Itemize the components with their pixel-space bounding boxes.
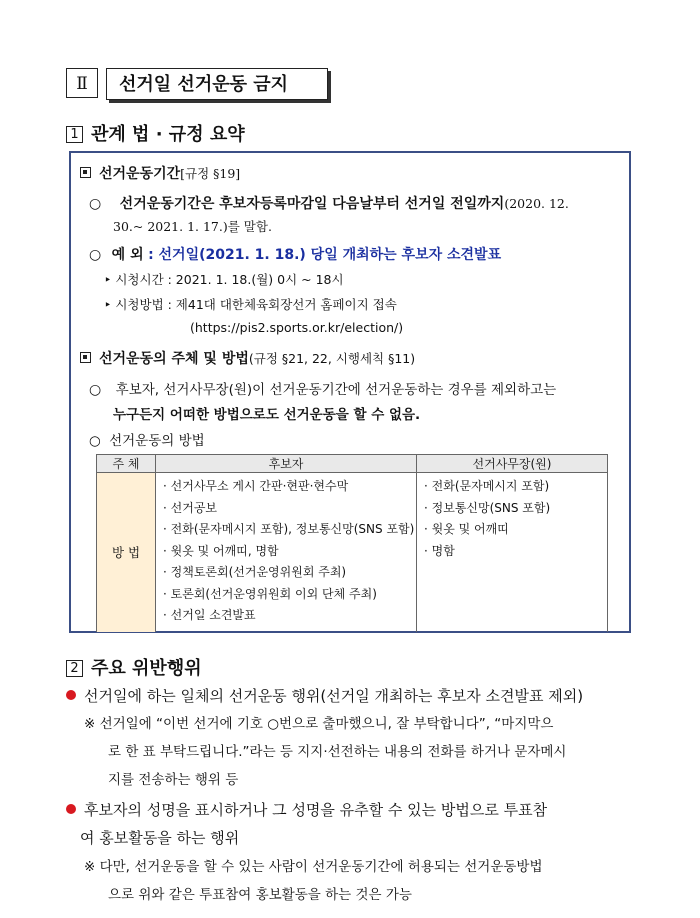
candidate-methods-list [157,474,415,631]
part2-heading [66,654,202,680]
circle-bullet-icon: ○ [89,382,102,398]
list-item: · 윗옷 및 어깨띠 [424,519,606,541]
methods-label: ○ 선거운동의 방법 [89,433,205,449]
circle-bullet-icon: ○ [89,247,102,263]
viewing-method: ‣ 시청방법 : 제41대 대한체육회장선거 홈페이지 접속 [104,297,397,312]
list-item: · 토론회(선거운영위원회 이외 단체 주최) [163,584,415,606]
header-candidate: 후보자 [156,455,417,473]
list-item: · 선거사무소 게시 간판·현판·현수막 [163,476,415,498]
election-url: (https://pis2.sports.or.kr/election/) [190,320,404,335]
list-item: · 선거공보 [163,498,415,520]
list-item: · 전화(문자메시지 포함) [424,476,606,498]
violation-item-2: 후보자의 성명을 표시하거나 그 성명을 유추할 수 있는 방법으로 투표참 여 홍보활동을 하는 행위 [66,796,666,852]
exception-line: ○ 예 외 : 선거일(2021. 1. 18.) 당일 개최하는 후보자 소견발표 [89,247,502,263]
row-label-method: 방 법 [97,473,156,632]
section-title: 선거일 선거운동 금지 [106,68,328,100]
subject-line2: 누구든지 어떠한 방법으로도 선거운동을 할 수 없음. [113,407,421,423]
part1-heading [66,120,245,146]
part2-title: 주요 위반행위 [91,658,202,679]
period-heading: 선거운동기간[규정 §19] [80,163,240,183]
list-item: · 정보통신망(SNS 포함) [424,498,606,520]
circle-bullet-icon: ○ [89,196,102,212]
filled-square-icon [80,352,91,363]
period-line2: 30.~ 2021. 1. 17.)를 말함. [113,219,272,234]
part1-title: 관계 법 · 규정 요약 [91,124,245,145]
list-item: · 정책토론회(선거운영위원회 주최) [163,562,415,584]
list-item: · 명함 [424,541,606,563]
period-ref: [규정 §19] [180,166,241,181]
note-2: ※ 다만, 선거운동을 할 수 있는 사람이 선거운동기간에 허용되는 선거운동방법 으로 위와 같은 투표참여 홍보활동을 하는 것은 가능 [84,859,543,903]
part1-number-box: 1 [66,126,83,143]
list-item: · 선거일 소견발표 [163,605,415,627]
viewing-time: ‣ 시청시간 : 2021. 1. 18.(월) 0시 ~ 18시 [104,272,344,287]
filled-square-icon [80,167,91,178]
table-header-row [97,455,608,473]
period-line1: ○ 선거운동기간은 후보자등록마감일 다음날부터 선거일 전일까지(2020. 12. [89,196,569,212]
table-row [97,473,608,632]
list-item: · 윗옷 및 어깨띠, 명함 [163,541,415,563]
subject-heading: 선거운동의 주체 및 방법(규정 §21, 22, 시행세칙 §11) [80,348,415,368]
part2-number-box: 2 [66,660,83,677]
candidate-methods-cell [156,473,417,632]
exception-text: : 선거일(2021. 1. 18.) 당일 개최하는 후보자 소견발표 [148,247,502,263]
header-staff: 선거사무장(원) [417,455,608,473]
red-bullet-icon [66,690,76,700]
note-1: ※ 선거일에 “이번 선거에 기호 ○번으로 출마했으니, 잘 부탁합니다”, “마지막으 로 한 표 부탁드립니다.”라는 등 지지·선전하는 내용의 전화를 하거나 문자메시 지를 전송하는 행위 등 [84,716,567,788]
violation-item-1: 선거일에 하는 일체의 선거운동 행위(선거일 개최하는 후보자 소견발표 제외) [66,682,583,710]
subject-line1: ○ 후보자, 선거사무장(원)이 선거운동기간에 선거운동하는 경우를 제외하고는 [89,382,557,398]
header-subject: 주 체 [97,455,156,473]
methods-table [96,454,608,632]
subject-ref: (규정 §21, 22, 시행세칙 §11) [248,351,416,366]
red-bullet-icon [66,804,76,814]
list-item: · 전화(문자메시지 포함), 정보통신망(SNS 포함) [163,519,415,541]
staff-methods-cell [417,473,608,632]
section-number: Ⅱ [66,68,98,98]
staff-methods-list [418,474,606,566]
circle-bullet-icon: ○ [89,433,101,449]
